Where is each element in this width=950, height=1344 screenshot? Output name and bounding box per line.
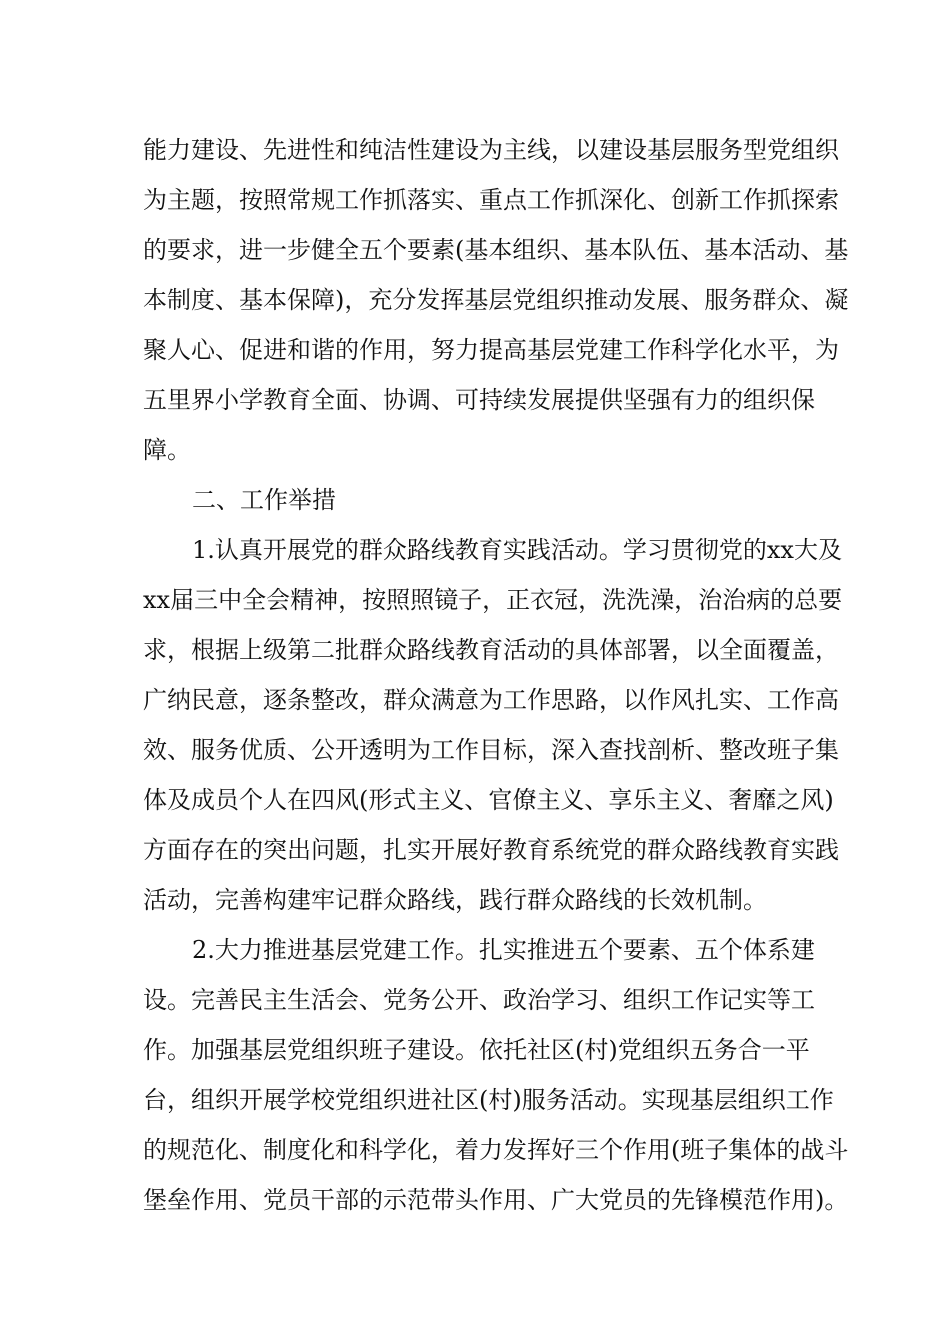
paragraph-line: 活动，完善构建牢记群众路线，践行群众路线的长效机制。 [143, 886, 767, 914]
paragraph-line: 效、服务优质、公开透明为工作目标，深入查找剖析、整改班子集 [143, 736, 839, 764]
paragraph-line: 作。加强基层党组织班子建设。依托社区(村)党组织五务合一平 [143, 1036, 810, 1064]
section-heading: 二、工作举措 [192, 486, 336, 514]
paragraph-line: 堡垒作用、党员干部的示范带头作用、广大党员的先锋模范作用)。 [143, 1186, 849, 1214]
paragraph-line: 为主题，按照常规工作抓落实、重点工作抓深化、创新工作抓探索 [143, 186, 839, 214]
paragraph-line: 本制度、基本保障)，充分发挥基层党组织推动发展、服务群众、凝 [143, 286, 849, 314]
paragraph-line: 方面存在的突出问题，扎实开展好教育系统党的群众路线教育实践 [143, 836, 839, 864]
paragraph-line: 能力建设、先进性和纯洁性建设为主线，以建设基层服务型党组织 [143, 136, 839, 164]
paragraph-line: 2.大力推进基层党建工作。扎实推进五个要素、五个体系建 [192, 936, 815, 964]
paragraph-line: 设。完善民主生活会、党务公开、政治学习、组织工作记实等工 [143, 986, 815, 1014]
paragraph-line: 障。 [143, 436, 191, 464]
paragraph-line: 1.认真开展党的群众路线教育实践活动。学习贯彻党的xx大及 [192, 536, 842, 564]
paragraph-line: 聚人心、促进和谐的作用，努力提高基层党建工作科学化水平，为 [143, 336, 839, 364]
paragraph-line: 的要求，进一步健全五个要素(基本组织、基本队伍、基本活动、基 [143, 236, 849, 264]
paragraph-line: xx届三中全会精神，按照照镜子，正衣冠，洗洗澡，治治病的总要 [143, 586, 843, 614]
paragraph-line: 体及成员个人在四风(形式主义、官僚主义、享乐主义、奢靡之风) [143, 786, 834, 814]
paragraph-line: 的规范化、制度化和科学化，着力发挥好三个作用(班子集体的战斗 [143, 1136, 849, 1164]
paragraph-line: 五里界小学教育全面、协调、可持续发展提供坚强有力的组织保 [143, 386, 815, 414]
paragraph-line: 广纳民意，逐条整改，群众满意为工作思路，以作风扎实、工作高 [143, 686, 839, 714]
paragraph-line: 求，根据上级第二批群众路线教育活动的具体部署，以全面覆盖， [143, 636, 839, 664]
paragraph-line: 台，组织开展学校党组织进社区(村)服务活动。实现基层组织工作 [143, 1086, 834, 1114]
